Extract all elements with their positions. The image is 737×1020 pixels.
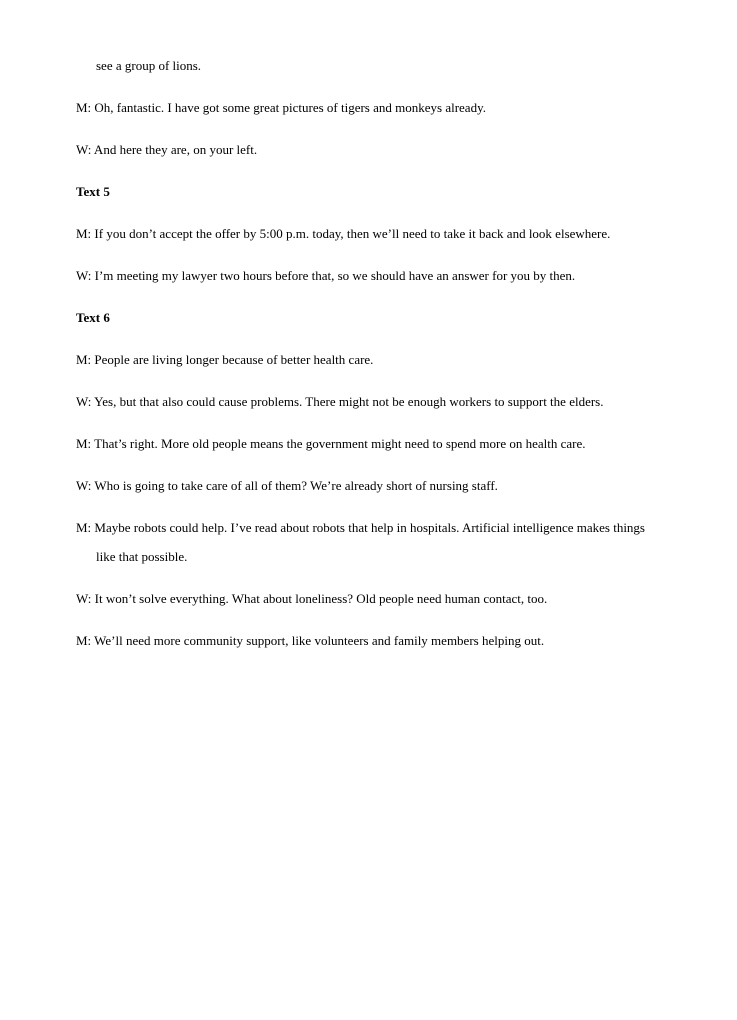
section-heading-text-6: Text 6 bbox=[76, 310, 110, 325]
dialogue-line: M: Oh, fantastic. I have got some great pictures of tigers and monkeys already. bbox=[76, 100, 486, 115]
dialogue-line: M: We’ll need more community support, like volunteers and family members helping out. bbox=[76, 633, 545, 648]
dialogue-line: W: Yes, but that also could cause problems. There might not be enough workers to support the elders. bbox=[76, 394, 604, 409]
dialogue-line: M: Maybe robots could help. I’ve read about robots that help in hospitals. Artificial intelligence makes things bbox=[76, 520, 645, 535]
dialogue-line: M: If you don’t accept the offer by 5:00 p.m. today, then we’ll need to take it back and look elsewhere. bbox=[76, 226, 611, 241]
dialogue-line: W: It won’t solve everything. What about loneliness? Old people need human contact, too. bbox=[76, 591, 548, 606]
dialogue-line-continuation: like that possible. bbox=[96, 549, 188, 564]
continuation-line: see a group of lions. bbox=[96, 58, 202, 73]
dialogue-line: M: People are living longer because of better health care. bbox=[76, 352, 374, 367]
dialogue-line: W: I’m meeting my lawyer two hours before that, so we should have an answer for you by then. bbox=[76, 268, 576, 283]
dialogue-line: W: Who is going to take care of all of them? We’re already short of nursing staff. bbox=[76, 478, 498, 493]
dialogue-line: W: And here they are, on your left. bbox=[76, 142, 258, 157]
dialogue-line: M: That’s right. More old people means the government might need to spend more on health care. bbox=[76, 436, 586, 451]
section-heading-text-5: Text 5 bbox=[76, 184, 110, 199]
